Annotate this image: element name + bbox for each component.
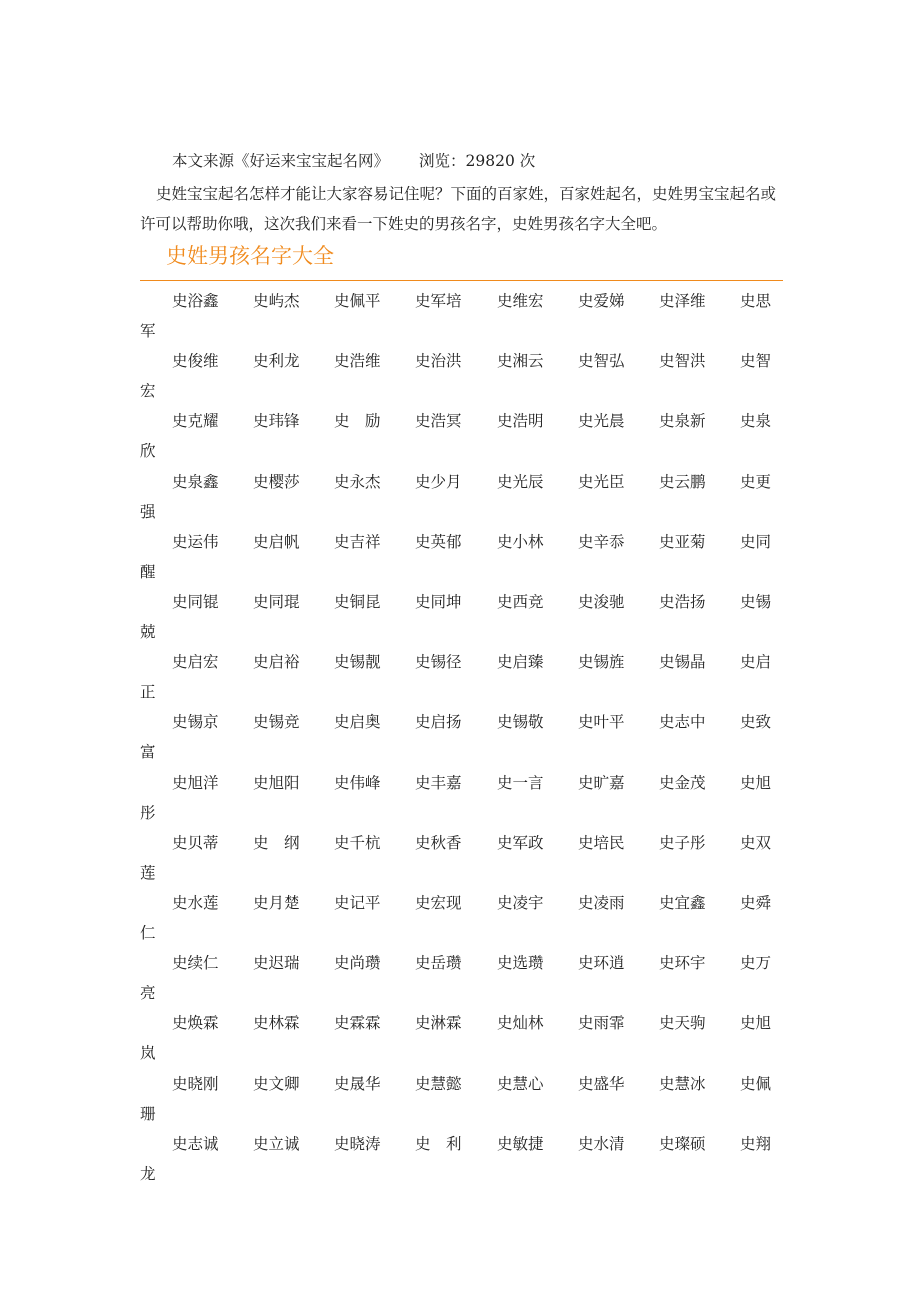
name-entry: 史浩维 [334, 352, 381, 371]
name-entry-continuation: 正 [140, 683, 156, 702]
name-entry: 史敏捷 [497, 1134, 544, 1153]
name-entry: 史文卿 [253, 1074, 300, 1093]
name-entry: 史雨霏 [578, 1014, 625, 1033]
name-row [0, 410, 920, 470]
name-entry: 史尚瓒 [334, 954, 381, 973]
name-entry: 史泉新 [659, 412, 706, 431]
name-entry: 史慧冰 [659, 1074, 706, 1093]
name-row [0, 531, 920, 591]
name-entry: 史金茂 [659, 773, 706, 792]
name-entry-continuation: 莲 [140, 863, 156, 882]
name-entry: 史启帆 [253, 532, 300, 551]
name-row [0, 350, 920, 410]
name-entry: 史佩平 [334, 292, 381, 310]
name-entry-continuation: 岚 [140, 1044, 156, 1063]
name-entry: 史泽维 [659, 292, 706, 310]
name-entry-continuation: 亮 [140, 984, 156, 1003]
name-entry: 史环逍 [578, 954, 625, 973]
name-entry: 史同坤 [415, 593, 462, 611]
name-entry: 史光辰 [497, 472, 544, 491]
name-entry: 史智 [740, 352, 772, 371]
name-entry: 史运伟 [172, 532, 219, 551]
name-entry: 史千杭 [334, 833, 381, 852]
name-entry: 史翔 [740, 1134, 772, 1153]
name-entry: 史宏现 [415, 894, 462, 912]
name-entry: 史 利 [415, 1134, 462, 1153]
name-entry: 史光臣 [578, 472, 625, 491]
name-entry: 史浴鑫 [172, 292, 219, 310]
name-entry: 史盛华 [578, 1074, 625, 1093]
name-entry: 史天驹 [659, 1014, 706, 1033]
name-entry: 史慧心 [497, 1074, 544, 1093]
name-entry: 史锡京 [172, 713, 219, 732]
name-row [0, 952, 920, 1012]
name-entry: 史记平 [334, 894, 381, 912]
name-entry-continuation: 军 [140, 322, 156, 340]
name-entry: 史双 [740, 833, 772, 852]
name-entry-continuation: 欣 [140, 442, 156, 461]
name-entry: 史月楚 [253, 894, 300, 912]
name-entry: 史樱莎 [253, 472, 300, 491]
name-entry: 史锡竞 [253, 713, 300, 732]
name-entry: 史环宇 [659, 954, 706, 973]
name-entry: 史锡旌 [578, 653, 625, 672]
name-entry: 史小林 [497, 532, 544, 551]
name-entry: 史泉 [740, 412, 772, 431]
name-row [0, 591, 920, 651]
name-entry: 史思 [740, 292, 772, 310]
name-entry: 史英郁 [415, 532, 462, 551]
name-entry: 史锡靓 [334, 653, 381, 672]
name-entry: 史湘云 [497, 352, 544, 371]
name-entry: 史宜鑫 [659, 894, 706, 912]
name-entry: 史智洪 [659, 352, 706, 371]
name-entry: 史智弘 [578, 352, 625, 371]
name-entry: 史晓涛 [334, 1134, 381, 1153]
source-text: 本文来源《好运来宝宝起名网》 [172, 152, 390, 170]
name-entry: 史启臻 [497, 653, 544, 672]
name-entry: 史霖霖 [334, 1014, 381, 1033]
name-row [0, 471, 920, 531]
name-entry: 史淋霖 [415, 1014, 462, 1033]
name-entry: 史璨硕 [659, 1134, 706, 1153]
name-entry: 史贝蒂 [172, 833, 219, 852]
name-entry: 史伟峰 [334, 773, 381, 792]
name-entry: 史吉祥 [334, 532, 381, 551]
name-entry: 史同锟 [172, 593, 219, 611]
name-entry-continuation: 仁 [140, 924, 156, 942]
name-row [0, 651, 920, 711]
name-entry: 史玮锋 [253, 412, 300, 431]
name-entry: 史凌雨 [578, 894, 625, 912]
name-entry: 史泉鑫 [172, 472, 219, 491]
section-heading: 史姓男孩名字大全 [166, 244, 334, 268]
name-entry: 史 纲 [253, 833, 300, 852]
name-entry-continuation: 富 [140, 743, 156, 762]
name-entry: 史续仁 [172, 954, 219, 973]
name-entry: 史维宏 [497, 292, 544, 310]
name-entry: 史辛忝 [578, 532, 625, 551]
name-entry: 史锡径 [415, 653, 462, 672]
name-entry: 史丰嘉 [415, 773, 462, 792]
name-entry: 史秋香 [415, 833, 462, 852]
name-entry: 史灿林 [497, 1014, 544, 1033]
name-entry: 史锡敬 [497, 713, 544, 732]
name-entry-continuation: 珊 [140, 1104, 156, 1123]
name-entry: 史旷嘉 [578, 773, 625, 792]
name-entry: 史利龙 [253, 352, 300, 371]
name-entry: 史军培 [415, 292, 462, 310]
name-entry: 史启 [740, 653, 772, 672]
name-entry: 史启奥 [334, 713, 381, 732]
name-entry: 史慧懿 [415, 1074, 462, 1093]
name-entry: 史俊维 [172, 352, 219, 371]
name-entry-continuation: 兢 [140, 623, 156, 641]
name-entry: 史旭阳 [253, 773, 300, 792]
name-entry: 史迟瑞 [253, 954, 300, 973]
name-row [0, 832, 920, 892]
name-entry: 史军政 [497, 833, 544, 852]
name-entry-continuation: 龙 [140, 1164, 156, 1183]
name-entry: 史子彤 [659, 833, 706, 852]
name-entry: 史启宏 [172, 653, 219, 672]
name-entry: 史志中 [659, 713, 706, 732]
name-entry: 史克耀 [172, 412, 219, 431]
name-row [0, 1133, 920, 1193]
name-entry: 史启扬 [415, 713, 462, 732]
name-entry: 史佩 [740, 1074, 772, 1093]
name-entry: 史浩明 [497, 412, 544, 431]
name-entry: 史永杰 [334, 472, 381, 491]
name-entry: 史立诚 [253, 1134, 300, 1153]
name-entry: 史浩扬 [659, 593, 706, 611]
name-entry: 史锡晶 [659, 653, 706, 672]
name-entry: 史更 [740, 472, 772, 491]
name-entry: 史云鹏 [659, 472, 706, 491]
name-entry: 史同琨 [253, 593, 300, 611]
name-entry: 史西竞 [497, 593, 544, 611]
name-entry: 史浩冥 [415, 412, 462, 431]
name-entry: 史培民 [578, 833, 625, 852]
name-entry: 史志诚 [172, 1134, 219, 1153]
name-entry: 史旭洋 [172, 773, 219, 792]
name-entry: 史锡 [740, 593, 772, 611]
name-entry: 史万 [740, 954, 772, 973]
name-row [0, 1012, 920, 1072]
name-entry-continuation: 宏 [140, 382, 156, 401]
name-entry: 史爱娣 [578, 292, 625, 310]
name-entry: 史焕霖 [172, 1014, 219, 1033]
name-row [0, 290, 920, 350]
name-entry: 史晟华 [334, 1074, 381, 1093]
name-entry: 史叶平 [578, 713, 625, 732]
name-entry: 史水清 [578, 1134, 625, 1153]
name-row [0, 1073, 920, 1133]
name-entry-continuation: 彤 [140, 803, 156, 822]
name-entry: 史晓刚 [172, 1074, 219, 1093]
name-entry: 史旭 [740, 1014, 772, 1033]
name-entry: 史致 [740, 713, 772, 732]
intro-paragraph: 史姓宝宝起名怎样才能让大家容易记住呢？下面的百家姓，百家姓起名，史姓男宝宝起名或许可以帮助你哦，这次我们来看一下姓史的男孩名字，史姓男孩名字大全吧。 [140, 185, 777, 233]
name-entry: 史铜昆 [334, 593, 381, 611]
name-entry: 史舜 [740, 894, 772, 912]
name-entry: 史旭 [740, 773, 772, 792]
name-row [0, 711, 920, 771]
name-entry: 史亚菊 [659, 532, 706, 551]
view-count: 浏览：29820 次 [419, 152, 536, 170]
name-entry: 史 励 [334, 412, 381, 431]
name-entry: 史凌宇 [497, 894, 544, 912]
name-entry-continuation: 强 [140, 502, 156, 521]
name-entry: 史浚驰 [578, 593, 625, 611]
name-entry: 史水莲 [172, 894, 219, 912]
name-entry: 史少月 [415, 472, 462, 491]
name-entry: 史林霖 [253, 1014, 300, 1033]
name-entry: 史一言 [497, 773, 544, 792]
name-entry: 史启裕 [253, 653, 300, 672]
name-entry: 史选瓒 [497, 954, 544, 973]
name-entry: 史光晨 [578, 412, 625, 431]
name-row [0, 892, 920, 952]
name-row [0, 772, 920, 832]
name-entry: 史岳瓒 [415, 954, 462, 973]
name-entry: 史治洪 [415, 352, 462, 371]
name-entry-continuation: 醒 [140, 562, 156, 581]
name-entry: 史屿杰 [253, 292, 300, 310]
name-entry: 史同 [740, 532, 772, 551]
